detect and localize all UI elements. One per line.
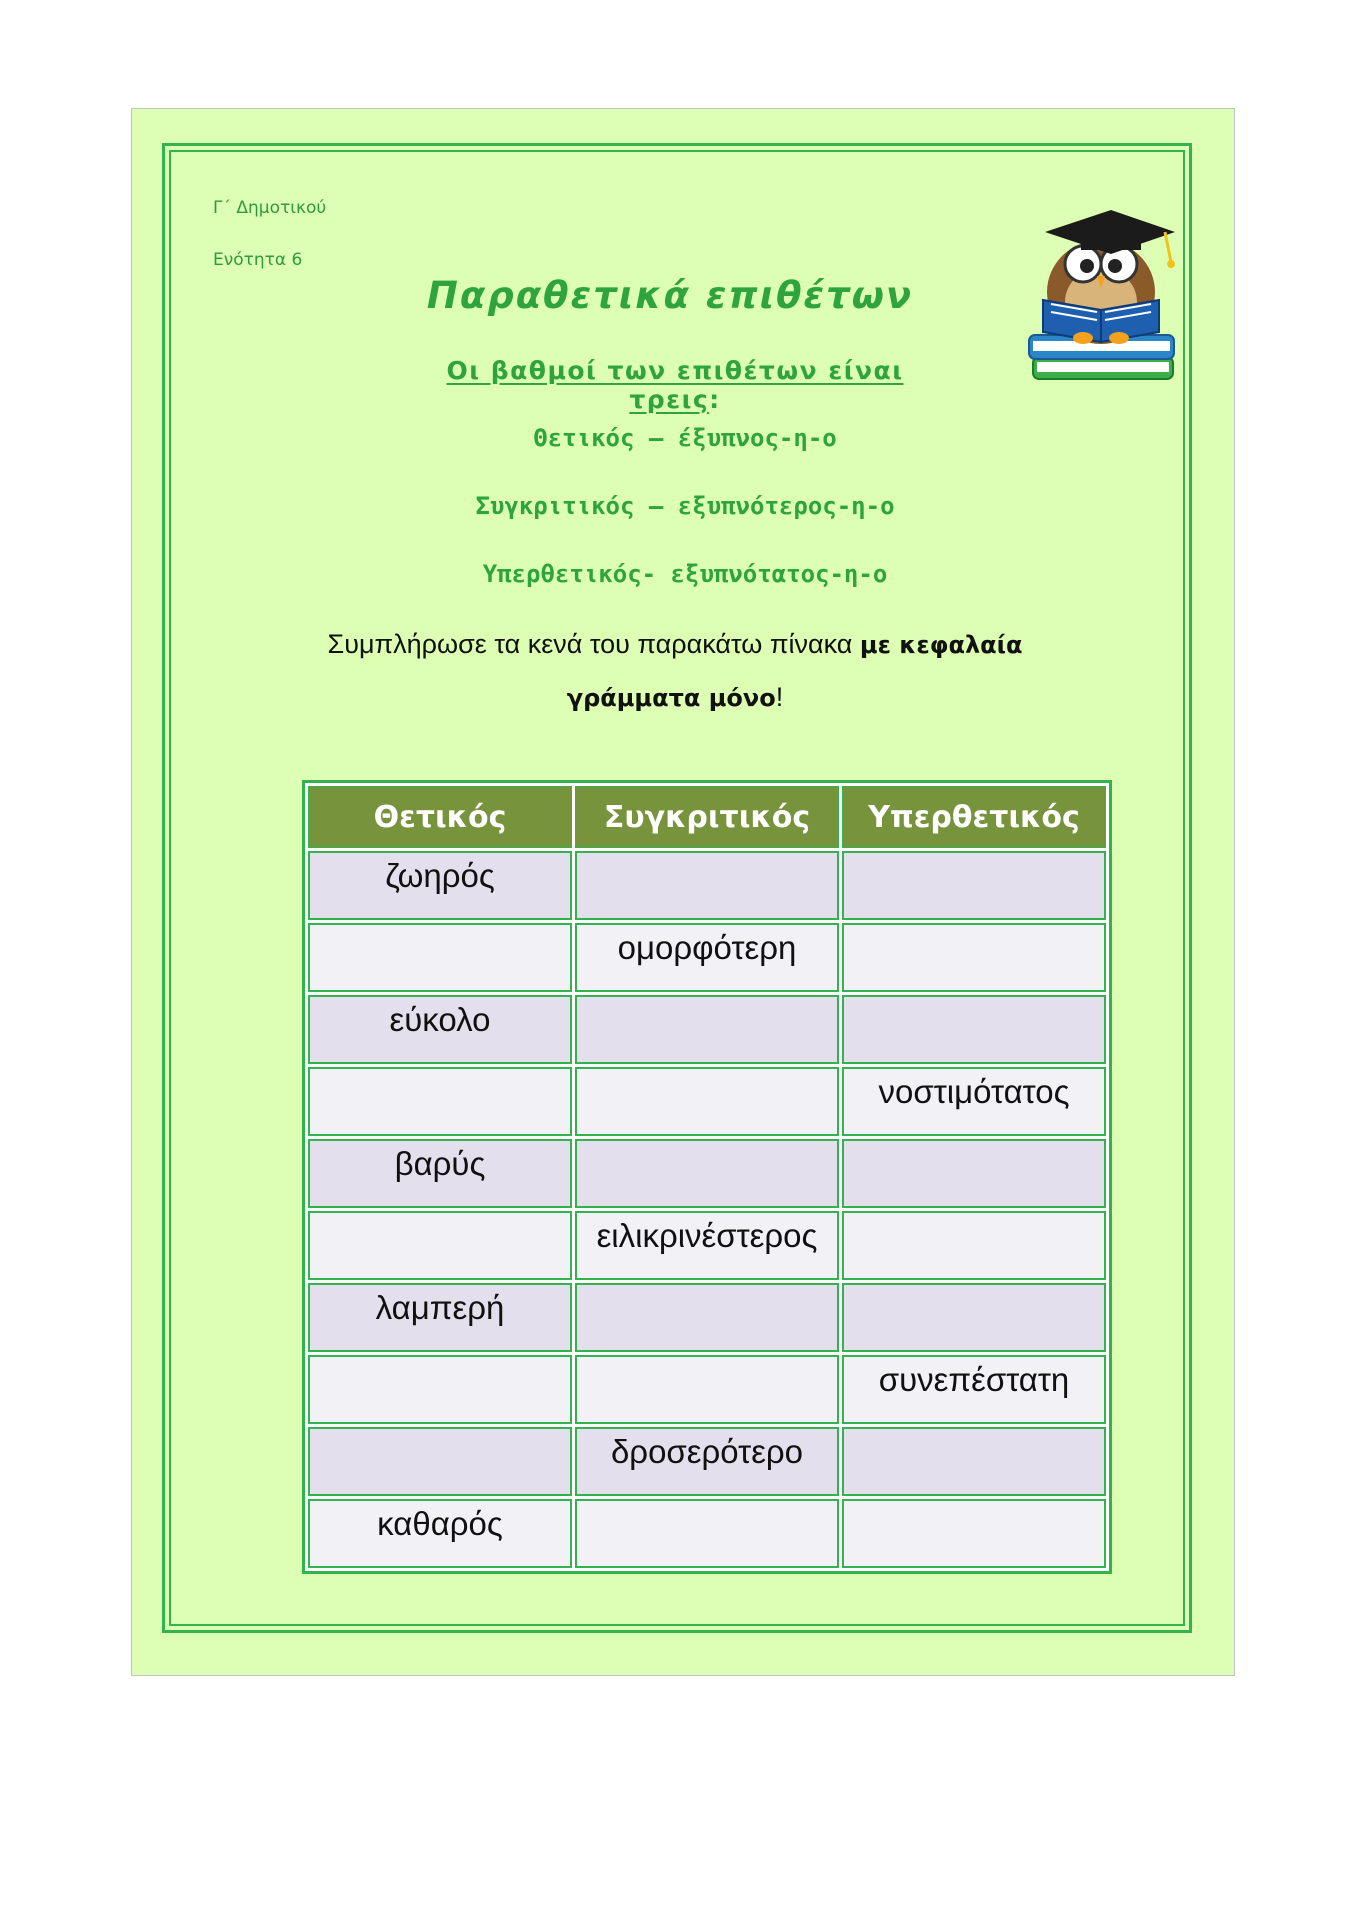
- table-cell: εύκολο: [308, 995, 572, 1064]
- table-cell[interactable]: [575, 1139, 839, 1208]
- table-row: [308, 1427, 1106, 1496]
- table-cell: δροσερότερο: [575, 1427, 839, 1496]
- table-cell: ειλικρινέστερος: [575, 1211, 839, 1280]
- table-cell: καθαρός: [308, 1499, 572, 1568]
- table-cell: βαρύς: [308, 1139, 572, 1208]
- table-row: [308, 1355, 1106, 1424]
- worksheet-page: [131, 108, 1235, 1676]
- instruction-plain: Συμπλήρωσε τα κενά του παρακάτω πίνακα: [327, 629, 860, 659]
- table-cell: συνεπέστατη: [842, 1355, 1106, 1424]
- table-row: [308, 1283, 1106, 1352]
- instruction-text: [315, 618, 1035, 724]
- subtitle-text: Οι βαθμοί των επιθέτων είναι τρεις: [446, 356, 904, 414]
- table-row: [308, 1499, 1106, 1568]
- table-cell[interactable]: [575, 1283, 839, 1352]
- table-cell[interactable]: [842, 923, 1106, 992]
- instruction-end: !: [775, 682, 784, 712]
- table-cell[interactable]: [308, 1067, 572, 1136]
- table-cell[interactable]: [842, 851, 1106, 920]
- degree-comparative: Συγκριτικός – εξυπνότερος-η-ο: [475, 492, 895, 520]
- table-cell[interactable]: [842, 995, 1106, 1064]
- table-cell: νοστιμότατος: [842, 1067, 1106, 1136]
- owl-reading-book-icon: [1025, 192, 1185, 402]
- adjectives-table: [302, 780, 1112, 1574]
- header-positive: Θετικός: [308, 786, 572, 848]
- table-cell[interactable]: [575, 995, 839, 1064]
- table-cell: ομορφότερη: [575, 923, 839, 992]
- table-cell[interactable]: [842, 1211, 1106, 1280]
- table-cell[interactable]: [575, 851, 839, 920]
- table-row: [308, 1139, 1106, 1208]
- table-header-row: [308, 786, 1106, 848]
- grade-label: Γ΄ Δημοτικού: [213, 198, 327, 218]
- unit-label: Ενότητα 6: [213, 250, 303, 270]
- table-row: [308, 851, 1106, 920]
- table-row: [308, 1067, 1106, 1136]
- table-cell[interactable]: [842, 1427, 1106, 1496]
- table-row: [308, 1211, 1106, 1280]
- subtitle: [405, 356, 945, 414]
- table-cell[interactable]: [842, 1139, 1106, 1208]
- table-row: [308, 923, 1106, 992]
- table-cell[interactable]: [842, 1499, 1106, 1568]
- table-cell[interactable]: [575, 1499, 839, 1568]
- instruction-bold: με κεφαλαία γράμματα μόνο: [566, 631, 1023, 712]
- header-comparative: Συγκριτικός: [575, 786, 839, 848]
- table-cell[interactable]: [842, 1283, 1106, 1352]
- table-cell[interactable]: [308, 1211, 572, 1280]
- table-cell[interactable]: [575, 1355, 839, 1424]
- header-superlative: Υπερθετικός: [842, 786, 1106, 848]
- table-cell[interactable]: [575, 1067, 839, 1136]
- table-cell[interactable]: [308, 1427, 572, 1496]
- page-title: Παραθετικά επιθέτων: [426, 274, 914, 317]
- degree-positive: Θετικός – έξυπνος-η-ο: [533, 424, 837, 452]
- table-row: [308, 995, 1106, 1064]
- table-cell: λαμπερή: [308, 1283, 572, 1352]
- degree-superlative: Υπερθετικός- εξυπνότατος-η-ο: [482, 560, 888, 588]
- table-cell: ζωηρός: [308, 851, 572, 920]
- table-cell[interactable]: [308, 1355, 572, 1424]
- page-border: [162, 143, 1192, 1633]
- subtitle-colon: :: [709, 385, 721, 414]
- table-cell[interactable]: [308, 923, 572, 992]
